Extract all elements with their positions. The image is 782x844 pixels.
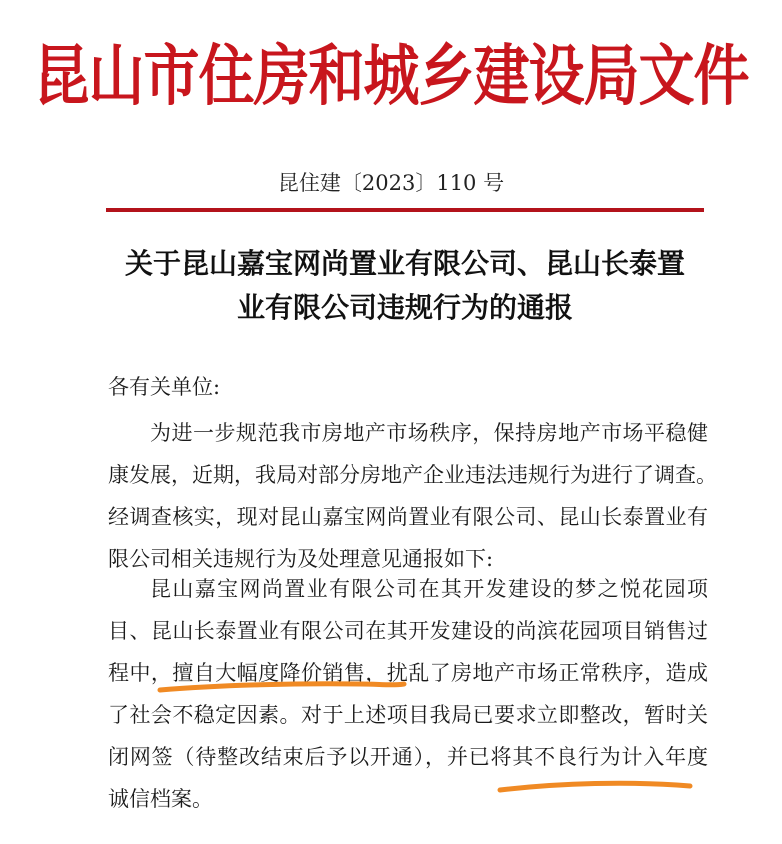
paragraph-line: 了社会不稳定因素。对于上述项目我局已要求立即整改，暂时关 <box>108 703 708 727</box>
paragraph-line: 诚信档案。 <box>108 787 213 811</box>
paragraph-line: 为进一步规范我市房地产市场秩序，保持房地产市场平稳健 <box>150 421 708 445</box>
salutation: 各有关单位: <box>108 375 221 399</box>
notice-title <box>100 242 710 330</box>
paragraph-line: 康发展，近期，我局对部分房地产企业违法违规行为进行了调查。 <box>108 463 717 487</box>
paragraph-line: 经调查核实，现对昆山嘉宝网尚置业有限公司、昆山长泰置业有 <box>108 505 708 529</box>
notice-title-line-1: 关于昆山嘉宝网尚置业有限公司、昆山长泰置 <box>124 247 685 280</box>
paragraph-line: 程中，擅自大幅度降价销售，扰乱了房地产市场正常秩序，造成 <box>108 661 708 685</box>
document-number: 昆住建〔2023〕110 号 <box>277 171 505 195</box>
paragraph-line: 限公司相关违规行为及处理意见通报如下: <box>108 547 494 571</box>
paragraph-line: 目、昆山长泰置业有限公司在其开发建设的尚滨花园项目销售过 <box>108 619 708 643</box>
masthead-title: 昆山市住房和城乡建设局文件 <box>33 37 749 116</box>
paragraph-line: 闭网签（待整改结束后予以开通），并已将其不良行为计入年度 <box>108 745 708 769</box>
red-divider-line <box>106 208 704 212</box>
paragraph-line: 昆山嘉宝网尚置业有限公司在其开发建设的梦之悦花园项 <box>150 577 708 601</box>
notice-title-line-2: 业有限公司违规行为的通报 <box>236 291 573 324</box>
